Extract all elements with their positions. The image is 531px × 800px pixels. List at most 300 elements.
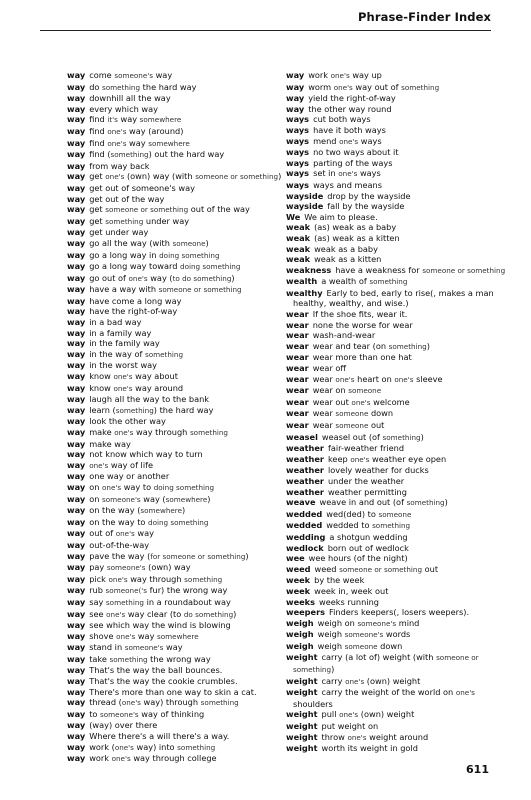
entry-variable: something (184, 574, 223, 584)
entry-headword: way (67, 338, 86, 349)
entry-headword: weeks (286, 596, 315, 607)
entry-phrase: in the family way (89, 338, 160, 349)
entry-phrase: way (163, 642, 183, 653)
entry-phrase: wear (312, 420, 336, 430)
entry-headword: ways (286, 157, 310, 168)
index-entry (67, 317, 292, 328)
entry-headword: way (67, 182, 86, 193)
entry-headword: way (67, 505, 86, 516)
entry-variable: something (200, 698, 239, 708)
entry-headword: weight (286, 652, 318, 663)
index-entry (67, 482, 292, 494)
entry-phrase: ) (245, 550, 249, 561)
entry-headword: We (286, 211, 301, 222)
entry-phrase: work (308, 70, 331, 80)
entry-phrase: weak as a baby (314, 243, 378, 254)
entry-phrase: have a weakness for (335, 264, 423, 275)
entry-variable: it's (107, 115, 118, 125)
entry-phrase: see (89, 608, 107, 619)
index-entry (286, 629, 504, 641)
entry-headword: weigh (286, 640, 314, 651)
entry-phrase: ) out the hard way (148, 149, 225, 160)
entry-phrase: That's the way the cookie crumbles. (89, 676, 238, 687)
index-entry (67, 449, 292, 460)
entry-headword: way (286, 81, 305, 92)
entry-variable: something (372, 521, 411, 531)
entry-phrase: on (89, 493, 102, 504)
entry-phrase: wash-and-wear (312, 330, 376, 341)
entry-headword: wear (286, 340, 309, 351)
header-rule (40, 30, 491, 31)
entry-phrase: wear and tear (on (312, 340, 389, 351)
entry-variable: one's (115, 529, 135, 539)
entry-phrase: do (89, 81, 102, 92)
index-entry (286, 454, 504, 466)
entry-headword: week (286, 585, 311, 596)
entry-phrase: by the week (314, 575, 365, 586)
index-entry (286, 309, 504, 320)
entry-variable: one's (116, 631, 136, 641)
entry-headword: weak (286, 232, 311, 243)
index-entry (67, 204, 292, 216)
index-entry (286, 363, 504, 374)
entry-phrase: (own) weight (358, 709, 415, 720)
entry-headword: way (67, 171, 86, 182)
entry-phrase: get out of the way (89, 193, 165, 204)
entry-headword: wear (286, 330, 309, 341)
entry-headword: way (67, 608, 86, 619)
index-entry (286, 147, 504, 158)
entry-headword: weakness (286, 264, 332, 275)
entry-phrase: downhill all the way (89, 93, 171, 104)
entry-phrase: make (89, 427, 115, 437)
entry-headword: ways (286, 114, 310, 125)
entry-headword: way (67, 550, 86, 561)
entry-phrase: cut both ways (313, 114, 371, 125)
index-entry (286, 191, 504, 202)
entry-phrase: (as) weak as a kitten (314, 232, 400, 243)
entry-variable: one's (113, 383, 133, 393)
entry-variable: someone's (344, 630, 384, 640)
entry-phrase: We aim to please. (304, 211, 378, 222)
entry-headword: way (67, 459, 86, 470)
entry-variable: one's (108, 574, 128, 584)
entry-phrase: get (89, 204, 106, 215)
entry-phrase: pay (89, 562, 107, 573)
entry-variable: someone or something (158, 285, 242, 295)
index-entry (286, 125, 504, 136)
entry-variable: one's (114, 428, 134, 437)
entry-phrase: way of life (108, 459, 154, 470)
entry-phrase: ways and means (313, 179, 382, 190)
running-header-title: Phrase-Finder Index (358, 10, 491, 24)
entry-headword: way (67, 81, 86, 92)
entry-headword: way (67, 642, 86, 653)
entry-variable: someone or something (422, 265, 506, 275)
entry-phrase: fall by the wayside (327, 201, 405, 212)
entry-variable: one's (350, 454, 370, 464)
entry-phrase: the hard way (140, 81, 197, 92)
entry-headword: way (67, 416, 86, 427)
entry-headword: weather (286, 486, 324, 497)
entry-phrase: way to (121, 481, 154, 492)
entry-headword: wear (286, 309, 309, 320)
entry-phrase: born out of wedlock (327, 542, 409, 553)
entry-phrase: weave in and out (of (319, 497, 407, 508)
entry-headword: way (67, 317, 86, 328)
entry-headword: way (67, 204, 86, 215)
entry-phrase: ) the hard way (153, 404, 214, 415)
index-entry (67, 238, 292, 250)
entry-phrase: ) (231, 272, 235, 283)
entry-headword: weight (286, 709, 318, 720)
entry-variable: one's (89, 460, 109, 470)
index-entry (286, 476, 504, 487)
entry-phrase: way out of (352, 81, 402, 92)
entry-headword: wedded (286, 508, 323, 519)
index-entry (67, 753, 292, 765)
entry-phrase: That's the way the ball bounces. (89, 665, 223, 676)
index-entry (67, 296, 292, 307)
entry-variable: someone or something (195, 172, 279, 182)
entry-variable: someone (335, 409, 369, 419)
entry-variable: something (382, 432, 421, 442)
entry-phrase: go a long way toward (89, 261, 181, 272)
entry-headword: way (67, 103, 86, 114)
entry-variable: for someone or something (150, 551, 246, 561)
entry-phrase: weather eye open (369, 453, 447, 464)
entry-phrase: pave the way ( (89, 550, 151, 561)
entry-phrase: way through (133, 427, 190, 437)
index-entry (286, 532, 504, 543)
entry-phrase: out of the way (188, 204, 250, 215)
index-entry (67, 742, 292, 754)
index-entry (67, 284, 292, 296)
entry-variable: something (105, 597, 144, 607)
entry-headword: weak (286, 254, 311, 265)
entry-headword: wealthy (286, 287, 323, 298)
entry-headword: way (67, 539, 86, 550)
index-entry (67, 427, 292, 439)
entry-phrase: ) (207, 493, 211, 504)
entry-variable: something (115, 405, 154, 415)
entry-phrase: If the shoe fits, wear it. (312, 309, 408, 320)
index-entry (286, 222, 504, 233)
entry-phrase: thread ( (89, 697, 122, 708)
index-entry (286, 732, 504, 744)
entry-variable: one's (335, 374, 355, 384)
index-entry (286, 114, 504, 125)
entry-headword: weather (286, 443, 324, 454)
entry-variable: something (189, 428, 228, 437)
entry-phrase: get out of someone's way (89, 182, 195, 193)
entry-phrase: throw (321, 731, 348, 742)
entry-headword: weather (286, 465, 324, 476)
entry-phrase: welcome (370, 396, 410, 407)
entry-variable: somewhere (157, 631, 199, 641)
entry-headword: way (67, 741, 86, 752)
entry-phrase: find (89, 137, 108, 148)
entry-headword: way (67, 371, 86, 382)
index-entry (67, 642, 292, 654)
entry-phrase: (way) over there (89, 720, 158, 731)
entry-headword: weight (286, 743, 318, 754)
page-number: 611 (466, 763, 489, 776)
entry-continuation (286, 664, 504, 676)
entry-headword: way (67, 70, 86, 80)
entry-phrase: under way (143, 215, 190, 226)
entry-phrase: to (89, 708, 101, 719)
index-entry (67, 551, 292, 563)
entry-phrase: a shotgun wedding (329, 531, 408, 542)
entry-variable: one's (330, 71, 350, 80)
entry-phrase: out-of-the-way (89, 539, 150, 550)
entry-phrase: get under way (89, 227, 149, 238)
entry-headword: weather (286, 453, 324, 464)
entry-variable: someone's (102, 494, 141, 504)
entry-phrase: in the worst way (89, 360, 158, 371)
entry-variable: something (369, 277, 408, 287)
index-entry (286, 385, 504, 397)
entry-phrase: out of (89, 528, 116, 539)
index-entry (286, 320, 504, 331)
entry-headword: weight (286, 721, 318, 732)
entry-phrase: way through (127, 573, 185, 584)
index-entry (67, 360, 292, 371)
index-entry (67, 405, 292, 417)
index-entry (286, 136, 504, 148)
entry-phrase: not know which way to turn (89, 449, 203, 460)
entry-headword: wayside (286, 190, 324, 201)
entry-phrase: take (89, 653, 110, 664)
entry-phrase: go out of (89, 272, 129, 283)
entry-phrase: ) (182, 505, 186, 516)
index-entry (286, 687, 504, 709)
entry-headword: way (286, 70, 305, 80)
entry-variable: something (406, 498, 445, 508)
entry-variable: one's (339, 136, 359, 146)
entry-headword: way (67, 215, 86, 226)
index-entry (67, 687, 292, 698)
index-entry (67, 416, 292, 427)
entry-variable: someone or something (339, 564, 423, 574)
entry-phrase: ) (233, 608, 237, 619)
index-entry (286, 543, 504, 554)
index-entry (67, 171, 292, 183)
entry-headword: ways (286, 135, 310, 146)
entry-phrase: (own) way (145, 562, 191, 573)
entry-phrase: weigh (317, 629, 345, 640)
entry-phrase: way of thinking (138, 708, 205, 719)
index-entry (286, 709, 504, 721)
entry-phrase: ) (420, 431, 424, 442)
index-entry (286, 212, 504, 223)
entry-variable: one's (394, 374, 414, 384)
index-entry (67, 574, 292, 586)
entry-phrase: yield the right-of-way (308, 93, 396, 104)
entry-phrase: see which way the wind is blowing (89, 620, 231, 631)
entry-phrase: wedded to (326, 520, 373, 531)
entry-phrase: drop by the wayside (327, 190, 411, 201)
entry-headword: week (286, 575, 311, 586)
entry-headword: way (67, 697, 86, 708)
entry-phrase: weeks running (319, 596, 379, 607)
entry-variable: one's (338, 169, 358, 179)
index-entry (67, 609, 292, 621)
index-entry (286, 201, 504, 212)
entry-headword: way (67, 295, 86, 306)
entry-phrase: shove (89, 630, 117, 641)
index-entry (286, 432, 504, 444)
entry-phrase: pick (89, 573, 109, 584)
entry-headword: way (67, 753, 86, 764)
entry-headword: ways (286, 147, 310, 158)
entry-phrase: way about (132, 371, 178, 382)
entry-phrase: weather permitting (327, 486, 407, 497)
entry-headword: wear (286, 396, 309, 407)
entry-phrase: go all the way (with (89, 237, 173, 248)
entry-phrase: way up (349, 70, 382, 80)
index-entry (67, 328, 292, 339)
entry-phrase: keep (327, 453, 351, 464)
entry-variable: someone's (114, 71, 153, 80)
entry-headword: ways (286, 168, 310, 179)
entry-phrase: in a bad way (89, 317, 142, 328)
entry-variable: something (293, 665, 332, 675)
entry-variable: one's (106, 609, 126, 619)
entry-variable: someone or (436, 653, 479, 663)
entry-phrase: way (117, 114, 140, 125)
entry-phrase: ) (331, 664, 335, 675)
entry-phrase: wear out (312, 396, 352, 407)
entry-variable: somewhere (139, 115, 182, 125)
entry-phrase: wear (312, 373, 336, 384)
entry-variable: someone (344, 641, 378, 651)
entry-variable: one's (339, 710, 359, 720)
entry-phrase: weed (314, 563, 340, 574)
index-entry (67, 149, 292, 161)
entry-phrase: wee hours (of the night) (308, 553, 408, 564)
entry-headword: way (67, 404, 86, 415)
index-entry (286, 70, 504, 82)
entry-phrase: have the right-of-way (89, 306, 178, 317)
entry-phrase: a wealth of (321, 276, 370, 287)
entry-variable: something (105, 216, 144, 226)
entry-phrase: from way back (89, 160, 150, 171)
entry-phrase: way (153, 70, 173, 80)
index-entry (67, 194, 292, 205)
entry-phrase: look the other way (89, 416, 166, 427)
entry-phrase: down (377, 640, 403, 651)
entry-variable: someone or something (105, 205, 189, 215)
entry-phrase: weasel out (of (321, 431, 383, 442)
entry-headword: way (67, 249, 86, 260)
entry-headword: way (67, 327, 86, 338)
entry-phrase: have a way with (89, 284, 159, 295)
index-entry (67, 126, 292, 138)
index-entry (286, 288, 504, 309)
entry-continuation: shoulders (293, 698, 333, 709)
entry-variable: one's (455, 688, 475, 698)
entry-headword: way (67, 160, 86, 171)
entry-headword: wear (286, 319, 309, 330)
entry-variable: something (388, 341, 427, 351)
entry-variable: something (110, 150, 149, 160)
entry-headword: way (67, 731, 86, 742)
entry-headword: way (67, 620, 86, 631)
entry-variable: someone (335, 421, 369, 430)
entry-headword: way (286, 93, 305, 104)
entry-phrase: down (368, 408, 394, 419)
entry-phrase: wear on (312, 385, 349, 396)
index-entry (286, 509, 504, 521)
entry-variable: one's (111, 754, 131, 764)
entry-phrase: find (89, 125, 108, 136)
entry-phrase: worm (308, 81, 334, 92)
entry-headword: ways (286, 179, 310, 190)
entry-phrase: sleeve (413, 373, 443, 384)
index-entry (286, 330, 504, 341)
index-entry (67, 70, 292, 82)
entry-phrase: Finders keepers(, losers weepers). (329, 607, 470, 618)
entry-phrase: Where there's a will there's a way. (89, 731, 230, 742)
entry-headword: way (67, 137, 86, 148)
entry-phrase: know (89, 382, 114, 393)
entry-headword: way (67, 149, 86, 160)
entry-variable: somewhere (148, 138, 190, 148)
entry-phrase: the other way round (308, 103, 392, 114)
entry-phrase: way (around) (126, 125, 184, 136)
entry-variable: doing something (180, 262, 241, 272)
entry-phrase: carry (321, 675, 346, 686)
entry-variable: one's (114, 742, 134, 752)
entry-variable: one's (121, 698, 141, 708)
entry-phrase: ) (278, 171, 282, 182)
entry-phrase: way clear (to (125, 608, 184, 619)
index-entry (286, 520, 504, 532)
index-entry (67, 540, 292, 551)
entry-phrase: in the way of (89, 348, 145, 359)
entry-headword: way (67, 427, 86, 437)
entry-headword: wear (286, 373, 309, 384)
index-entry (67, 371, 292, 383)
entry-phrase: in a family way (89, 327, 152, 338)
entry-headword: weasel (286, 431, 318, 442)
entry-headword: way (67, 125, 86, 136)
entry-headword: wedded (286, 520, 323, 531)
index-entry (286, 408, 504, 420)
entry-phrase: every which way (89, 103, 158, 114)
index-entry (286, 618, 504, 630)
index-entry (286, 420, 504, 432)
entry-headword: way (67, 227, 86, 238)
entry-variable: someone('s (105, 586, 148, 596)
entry-headword: wear (286, 352, 309, 363)
entry-headword: way (67, 596, 86, 607)
index-entry (67, 394, 292, 405)
entry-phrase: heart on (354, 373, 395, 384)
entry-variable: to do something (172, 273, 232, 283)
entry-headword: weigh (286, 629, 314, 640)
index-entry (67, 528, 292, 540)
index-entry (286, 276, 504, 288)
entry-headword: way (67, 528, 86, 539)
entry-phrase: rub (89, 585, 106, 596)
index-entry (67, 597, 292, 609)
entry-headword: way (67, 284, 86, 295)
entry-phrase: pull (321, 709, 340, 720)
entry-variable: someone's (357, 618, 397, 628)
